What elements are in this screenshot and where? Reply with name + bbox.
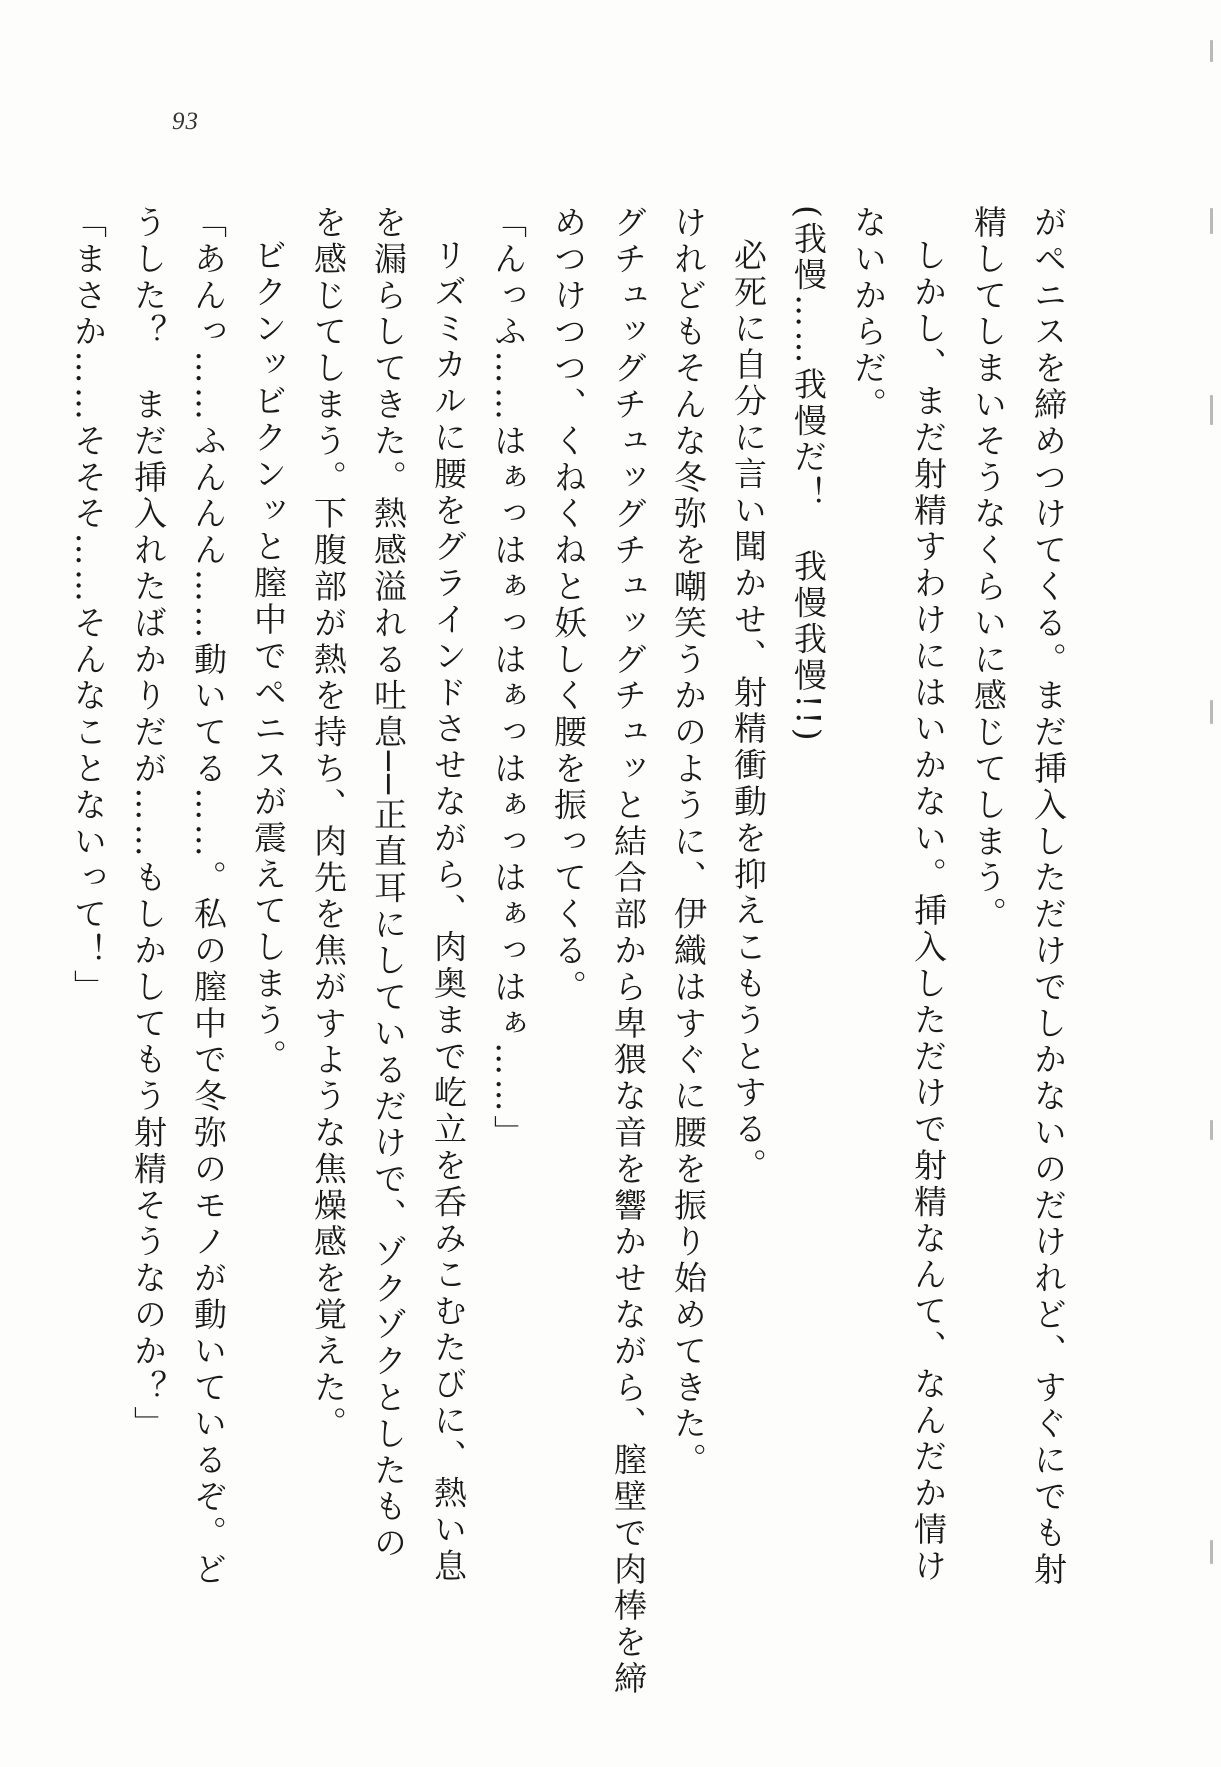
text-line: 必死に自分に言い聞かせ、射精衝動を抑えこもうとする。 [729, 238, 768, 1185]
text-line: 「んっふ……はぁっはぁっはぁっはぁっはぁっはぁ……」 [489, 205, 528, 1152]
scan-edge-mark [1210, 1540, 1213, 1564]
text-line: しかし、まだ射精すわけにはいかない。挿入しただけで射精なんて、なんだか情け [909, 238, 948, 1585]
text-line: グチュッグチュッグチュッグチュッと結合部から卑猥な音を響かせながら、膣壁で肉棒を締 [609, 205, 648, 1698]
text-line: めつけつつ、くねくねと妖しく腰を振ってくる。 [549, 205, 588, 1006]
text-line: を感じてしまう。下腹部が熱を持ち、肉先を焦がすような焦燥感を覚えた。 [309, 205, 348, 1443]
text-line: リズミカルに腰をグラインドさせながら、肉奥まで屹立を呑みこむたびに、熱い息 [429, 238, 468, 1585]
text-line: 「まさか……そそそ……そんなことないって！」 [69, 205, 108, 1006]
page-number: 93 [172, 108, 199, 135]
text-line: がペニスを締めつけてくる。まだ挿入しただけでしかないのだけれど、すぐにでも射 [1029, 205, 1068, 1589]
text-line: うした？ まだ挿入れたばかりだが……もしかしてもう射精そうなのか？」 [129, 205, 168, 1443]
scan-edge-mark [1210, 395, 1213, 425]
text-line: 精してしまいそうなくらいに感じてしまう。 [969, 205, 1008, 933]
vertical-text-body [69, 205, 1078, 1698]
text-line: (我慢……我慢だ！ 我慢我慢!!) [789, 205, 828, 745]
scan-edge-mark [1210, 1120, 1213, 1140]
text-line: 「あんっ……ふんんん……動いてる……。私の膣中で冬弥のモノが動いているぞ。ど [189, 205, 228, 1589]
text-line: けれどもそんな冬弥を嘲笑うかのように、伊織はすぐに腰を振り始めてきた。 [669, 205, 708, 1479]
text-line: ないからだ。 [849, 205, 888, 424]
text-line: ビクンッビクンッと膣中でペニスが震えてしまう。 [249, 238, 288, 1076]
scan-edge-mark [1210, 700, 1213, 724]
scan-edge-mark [1210, 40, 1213, 62]
scan-edge-mark [1210, 208, 1213, 234]
text-line: を漏らしてきた。熱感溢れる吐息──正直耳にしているだけで、ゾクゾクとしたもの [369, 205, 408, 1562]
